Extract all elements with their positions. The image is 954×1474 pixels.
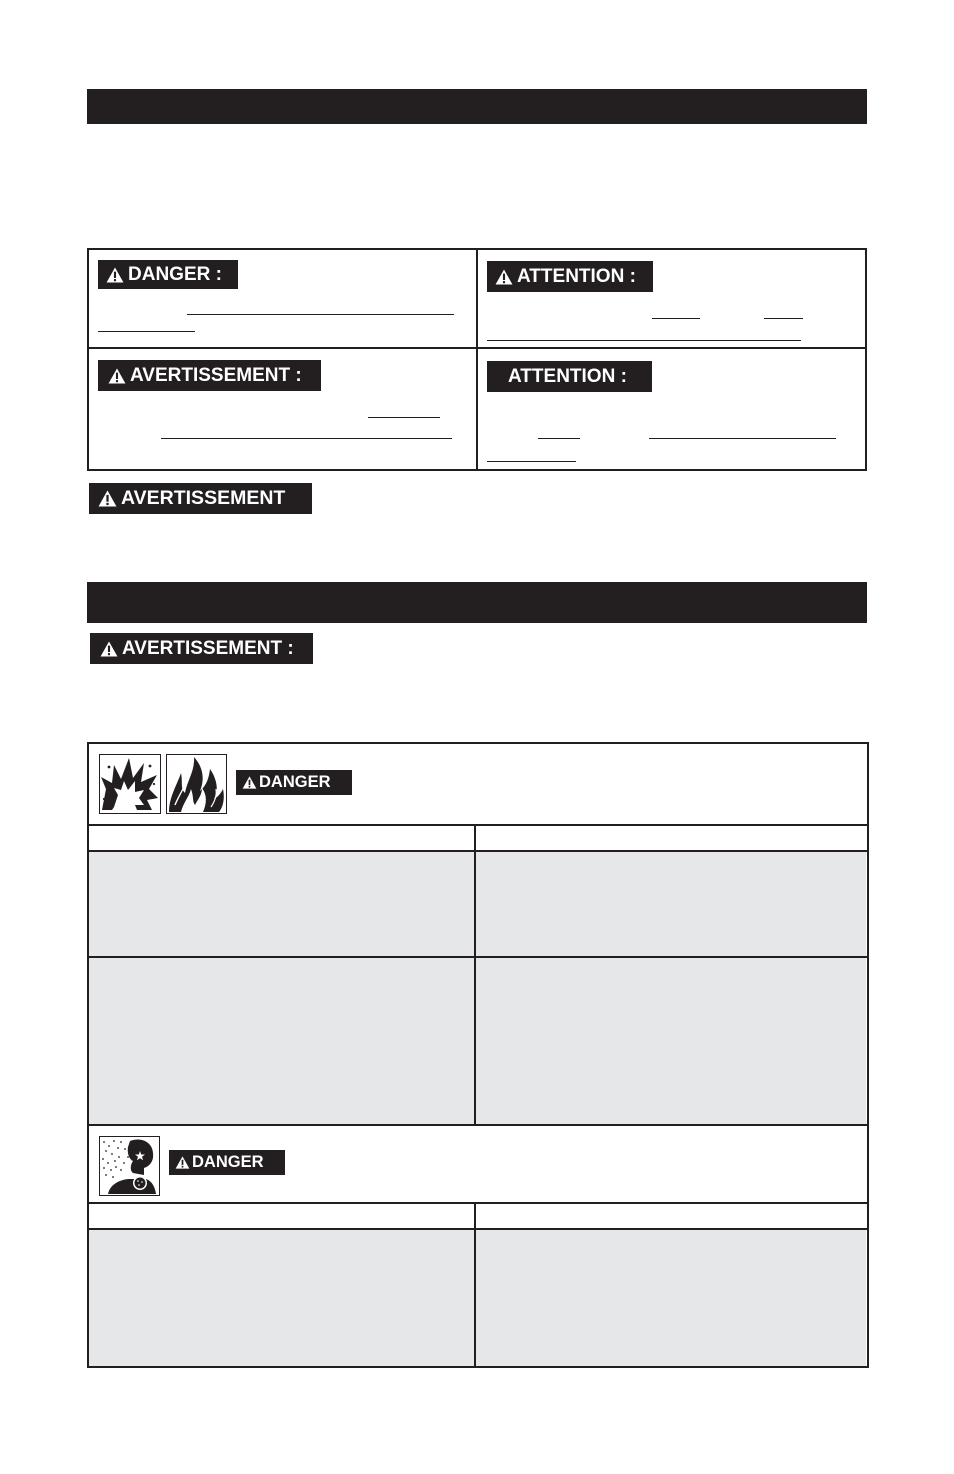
avertissement-label-text: AVERTISSEMENT : bbox=[130, 364, 302, 386]
section-header-bar-middle bbox=[87, 582, 867, 623]
signal-table-divider-horizontal bbox=[87, 347, 867, 349]
hazard-table-line bbox=[87, 1202, 869, 1204]
warning-triangle-icon bbox=[175, 1156, 190, 1169]
danger-label bbox=[98, 260, 238, 289]
text-underline bbox=[538, 438, 580, 439]
avertissement-notice-label bbox=[89, 483, 312, 514]
text-underline bbox=[187, 314, 454, 315]
hazard-table-line bbox=[87, 824, 869, 826]
warning-triangle-icon bbox=[495, 269, 513, 285]
hazard-table-column-divider bbox=[474, 1202, 476, 1367]
avertissement-safety-label-text: AVERTISSEMENT : bbox=[122, 637, 294, 659]
text-underline bbox=[649, 438, 836, 439]
hazard-table-line bbox=[87, 956, 869, 958]
warning-triangle-icon bbox=[242, 776, 257, 789]
text-underline bbox=[487, 461, 576, 462]
explosion-icon bbox=[99, 754, 161, 814]
avertissement-safety-label bbox=[90, 633, 313, 664]
inhalation-hazard-icon bbox=[99, 1136, 160, 1196]
danger-label-text: DANGER : bbox=[128, 263, 222, 285]
avertissement-notice-label-text: AVERTISSEMENT bbox=[121, 487, 286, 509]
text-underline bbox=[764, 318, 803, 319]
danger-hazard-label-text: DANGER bbox=[259, 773, 331, 791]
danger-hazard-label bbox=[169, 1150, 285, 1175]
text-underline bbox=[368, 417, 440, 418]
warning-triangle-icon bbox=[108, 368, 126, 384]
hazard-table-line bbox=[87, 1124, 869, 1126]
fire-icon bbox=[166, 754, 227, 814]
attention-label-text: ATTENTION : bbox=[517, 265, 636, 287]
warning-triangle-icon bbox=[98, 490, 117, 507]
text-underline bbox=[161, 438, 452, 439]
hazard-table bbox=[87, 742, 869, 1368]
text-underline bbox=[98, 331, 195, 332]
attention-label bbox=[487, 261, 653, 292]
hazard-table-column-divider bbox=[474, 824, 476, 1125]
signal-table-divider-vertical bbox=[476, 248, 478, 471]
attention-notice-label bbox=[487, 361, 652, 392]
text-underline bbox=[652, 318, 700, 319]
section-header-bar-top bbox=[87, 89, 867, 124]
text-underline bbox=[487, 340, 801, 341]
avertissement-label bbox=[98, 360, 321, 391]
warning-triangle-icon bbox=[106, 267, 124, 283]
hazard-table-line bbox=[87, 1228, 869, 1230]
warning-triangle-icon bbox=[100, 641, 118, 657]
attention-notice-label-text: ATTENTION : bbox=[508, 365, 627, 387]
danger-hazard-label bbox=[236, 770, 352, 795]
hazard-table-line bbox=[87, 850, 869, 852]
danger-hazard-label-text: DANGER bbox=[192, 1153, 264, 1171]
